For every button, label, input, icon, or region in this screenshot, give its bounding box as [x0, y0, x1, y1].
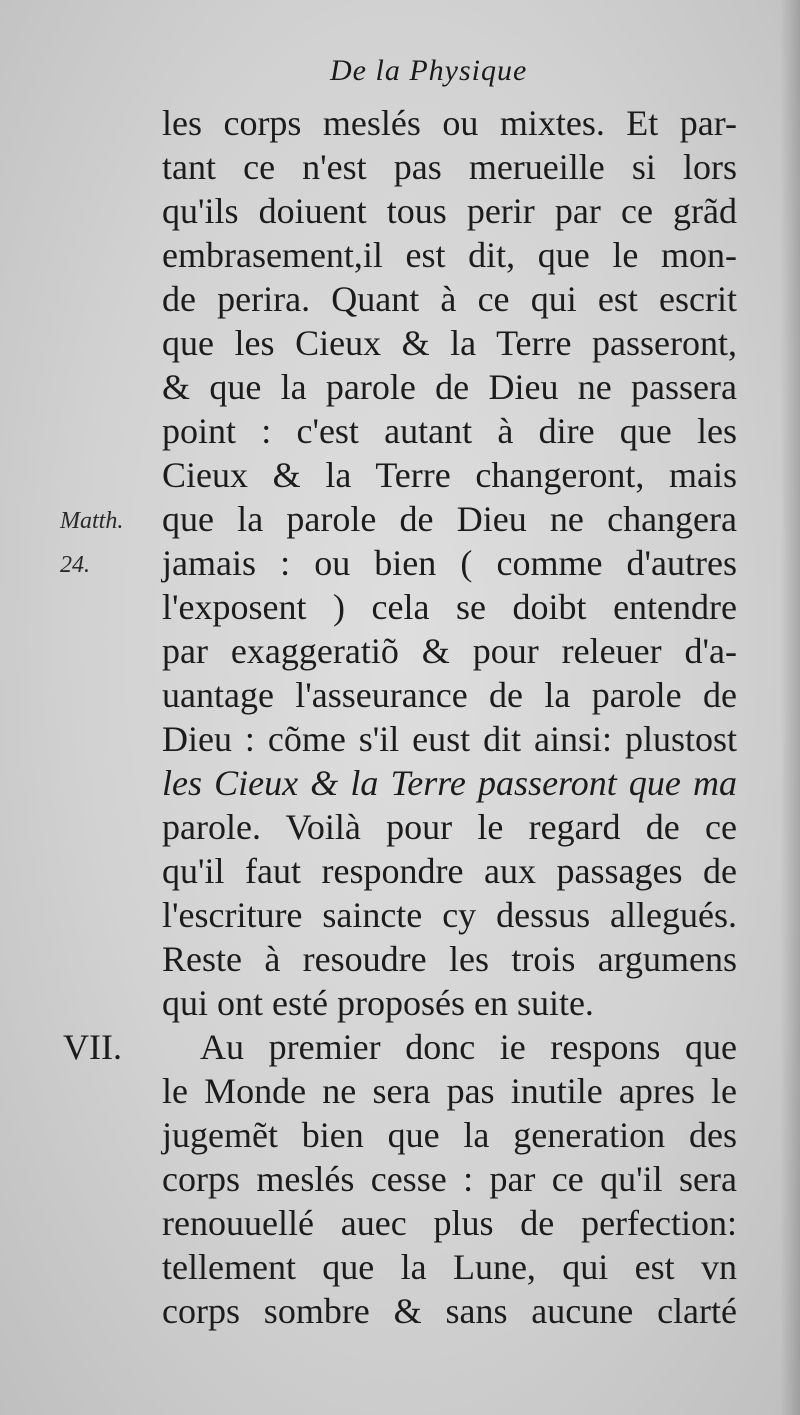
text-line: que la parole de Dieu ne changera — [162, 499, 737, 539]
text-line: tant ce n'est pas merueille si lors — [162, 147, 737, 187]
text-line: que les Cieux & la Terre passeront, — [162, 323, 737, 363]
text-line: Au premier donc ie respons que — [200, 1027, 737, 1067]
text-line: qu'ils doiuent tous perir par ce grãd — [162, 191, 737, 231]
body-text — [162, 101, 737, 1333]
text-line: point : c'est autant à dire que les — [162, 411, 737, 451]
text-line: qui ont esté proposés en suite. — [162, 983, 594, 1023]
text-line: qu'il faut respondre aux passages de — [162, 851, 737, 891]
text-line: parole. Voilà pour le regard de ce — [162, 807, 737, 847]
text-line: l'escriture saincte cy dessus allegués. — [162, 895, 737, 935]
text-line-italic: les Cieux & la Terre passeront que ma — [162, 763, 737, 803]
text-line: Dieu : cõme s'il eust dit ainsi: plustost — [162, 719, 737, 759]
margin-note-book: Matth. — [60, 508, 124, 534]
text-line: les corps meslés ou mixtes. Et par- — [162, 103, 737, 143]
text-line: l'exposent ) cela se doibt entendre — [162, 587, 737, 627]
text-line: Reste à resoudre les trois argumens — [162, 939, 737, 979]
text-line: corps sombre & sans aucune clarté — [162, 1291, 737, 1331]
text-line: corps meslés cesse : par ce qu'il sera — [162, 1159, 737, 1199]
text-line: Cieux & la Terre changeront, mais — [162, 455, 737, 495]
text-line: jamais : ou bien ( comme d'autres — [162, 543, 737, 583]
page-edge-shadow — [780, 0, 800, 1415]
text-line: le Monde ne sera pas inutile apres le — [162, 1071, 737, 1111]
text-line: de perira. Quant à ce qui est escrit — [162, 279, 737, 319]
text-line: tellement que la Lune, qui est vn — [162, 1247, 737, 1287]
text-line: renouuellé auec plus de perfection: — [162, 1203, 737, 1243]
text-line: jugemẽt bien que la generation des — [162, 1115, 737, 1155]
running-head: De la Physique — [330, 54, 528, 87]
text-line: & que la parole de Dieu ne passera — [162, 367, 737, 407]
text-line: uantage l'asseurance de la parole de — [162, 675, 737, 715]
text-line: par exaggeratiõ & pour releuer d'a- — [162, 631, 737, 671]
text-line: embrasement,il est dit, que le mon- — [162, 235, 737, 275]
margin-note-chapter: 24. — [60, 552, 90, 578]
section-number: VII. — [63, 1027, 122, 1067]
